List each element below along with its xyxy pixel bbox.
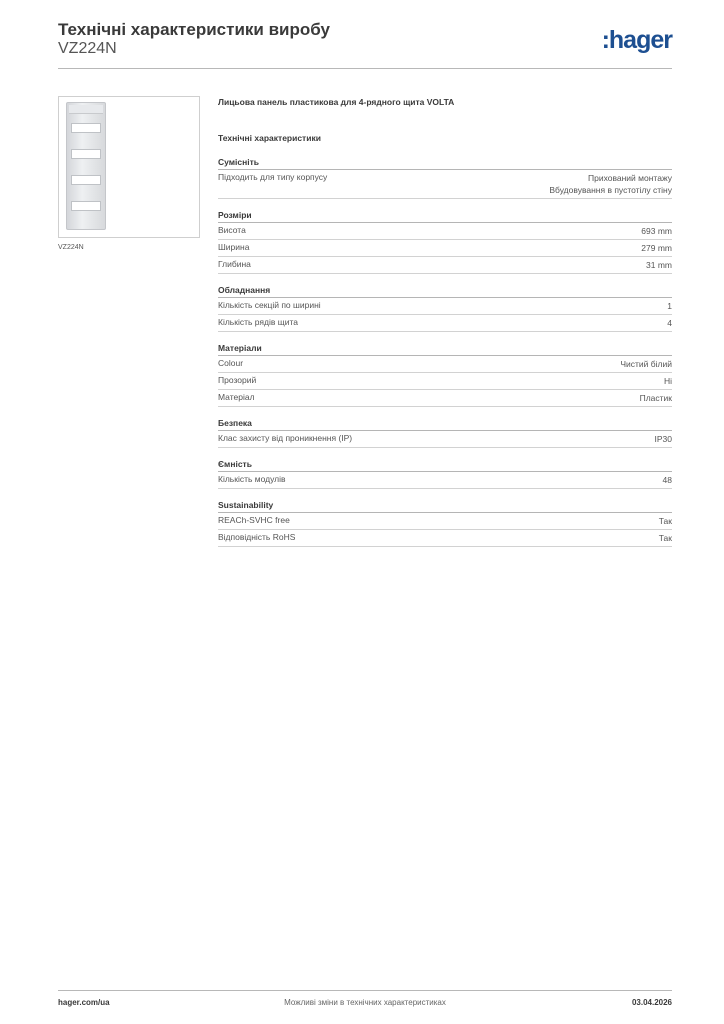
spec-label: Підходить для типу корпусу: [218, 172, 328, 182]
footer-website-link[interactable]: hager.com/ua: [58, 998, 110, 1007]
spec-value: [664, 375, 672, 387]
spec-value: [620, 358, 672, 370]
spec-row: [218, 315, 672, 332]
section-title: Сумісніть: [218, 156, 672, 170]
spec-section: [218, 209, 672, 274]
header-divider: [58, 68, 672, 69]
spec-row: [218, 513, 672, 530]
section-title: Обладнання: [218, 284, 672, 298]
spec-value: [655, 433, 673, 445]
spec-value-line: Так: [658, 533, 672, 543]
logo-text: hager: [608, 26, 672, 54]
spec-value-line: Ні: [663, 376, 672, 386]
spec-value-line: 693 mm: [641, 226, 672, 236]
page-title: Технічні характеристики виробу: [58, 20, 330, 39]
product-code: VZ224N: [58, 40, 117, 57]
spec-label: REACh-SVHC free: [218, 515, 290, 525]
section-title: Ємність: [218, 458, 672, 472]
spec-label: Матеріал: [218, 392, 255, 402]
spec-value-line: Вбудовування в пустотілу стіну: [549, 185, 672, 195]
spec-label: Colour: [218, 358, 244, 368]
spec-value: [641, 225, 672, 237]
spec-value-line: 1: [667, 301, 672, 311]
section-title: Безпека: [218, 417, 672, 431]
spec-section: [218, 342, 672, 407]
panel-slot: [71, 175, 101, 185]
product-image: [58, 96, 200, 238]
spec-value-line: 279 mm: [641, 243, 672, 253]
panel-top-cap: [69, 105, 103, 114]
product-title: Лицьова панель пластикова для 4-рядного щита VOLTA: [218, 97, 455, 107]
panel-slot: [71, 201, 101, 211]
spec-label: Кількість модулів: [218, 474, 286, 484]
panel-slot: [71, 123, 101, 133]
page-footer: [58, 998, 672, 1012]
spec-row: [218, 257, 672, 274]
spec-label: Відповідність RoHS: [218, 532, 296, 542]
spec-row: [218, 223, 672, 240]
footer-divider: [58, 990, 672, 991]
panel-slot: [71, 149, 101, 159]
spec-row: [218, 390, 672, 407]
spec-row: [218, 356, 672, 373]
spec-row: [218, 240, 672, 257]
footer-date: 03.04.2026: [631, 998, 672, 1007]
spec-row: [218, 298, 672, 315]
spec-label: Кількість секцій по ширині: [218, 300, 321, 310]
spec-label: Прозорий: [218, 375, 257, 385]
page-header: [58, 20, 672, 70]
footer-disclaimer: Можливі зміни в технічних характеристиках: [284, 998, 446, 1007]
spec-value-line: 31 mm: [646, 260, 672, 270]
spec-row: [218, 373, 672, 390]
spec-value-line: 48: [662, 475, 672, 485]
spec-value: [663, 474, 672, 486]
spec-value: [667, 300, 672, 312]
spec-section: [218, 499, 672, 547]
spec-value: [646, 259, 672, 271]
spec-section: [218, 156, 672, 199]
section-title: Розміри: [218, 209, 672, 223]
spec-section: [218, 458, 672, 489]
spec-label: Висота: [218, 225, 246, 235]
spec-label: Ширина: [218, 242, 250, 252]
spec-value-line: Чистий білий: [620, 359, 672, 369]
spec-row: [218, 170, 672, 199]
spec-value: [640, 392, 672, 404]
specs-heading: Технічні характеристики: [218, 133, 321, 143]
spec-value: [659, 515, 672, 527]
spec-content: [218, 96, 672, 547]
spec-value: [641, 242, 672, 254]
spec-value-line: Прихований монтажу: [588, 173, 672, 183]
hager-logo[interactable]: :hager: [601, 26, 672, 54]
spec-section: [218, 284, 672, 332]
spec-value: [667, 317, 672, 329]
spec-section: [218, 417, 672, 448]
spec-value: [659, 532, 672, 544]
spec-row: [218, 472, 672, 489]
spec-label: Глибина: [218, 259, 251, 269]
spec-value-line: Пластик: [639, 393, 672, 403]
image-caption: VZ224N: [58, 244, 84, 251]
spec-sections: [218, 156, 672, 547]
section-title: Sustainability: [218, 499, 672, 513]
spec-row: [218, 431, 672, 448]
spec-value: [549, 172, 672, 196]
spec-value-line: Так: [658, 516, 672, 526]
spec-label: Кількість рядів щита: [218, 317, 298, 327]
spec-label: Клас захисту від проникнення (IP): [218, 433, 353, 443]
spec-value-line: IP30: [654, 434, 672, 444]
section-title: Матеріали: [218, 342, 672, 356]
spec-row: [218, 530, 672, 547]
panel-illustration: [66, 102, 106, 230]
spec-value-line: 4: [667, 318, 672, 328]
